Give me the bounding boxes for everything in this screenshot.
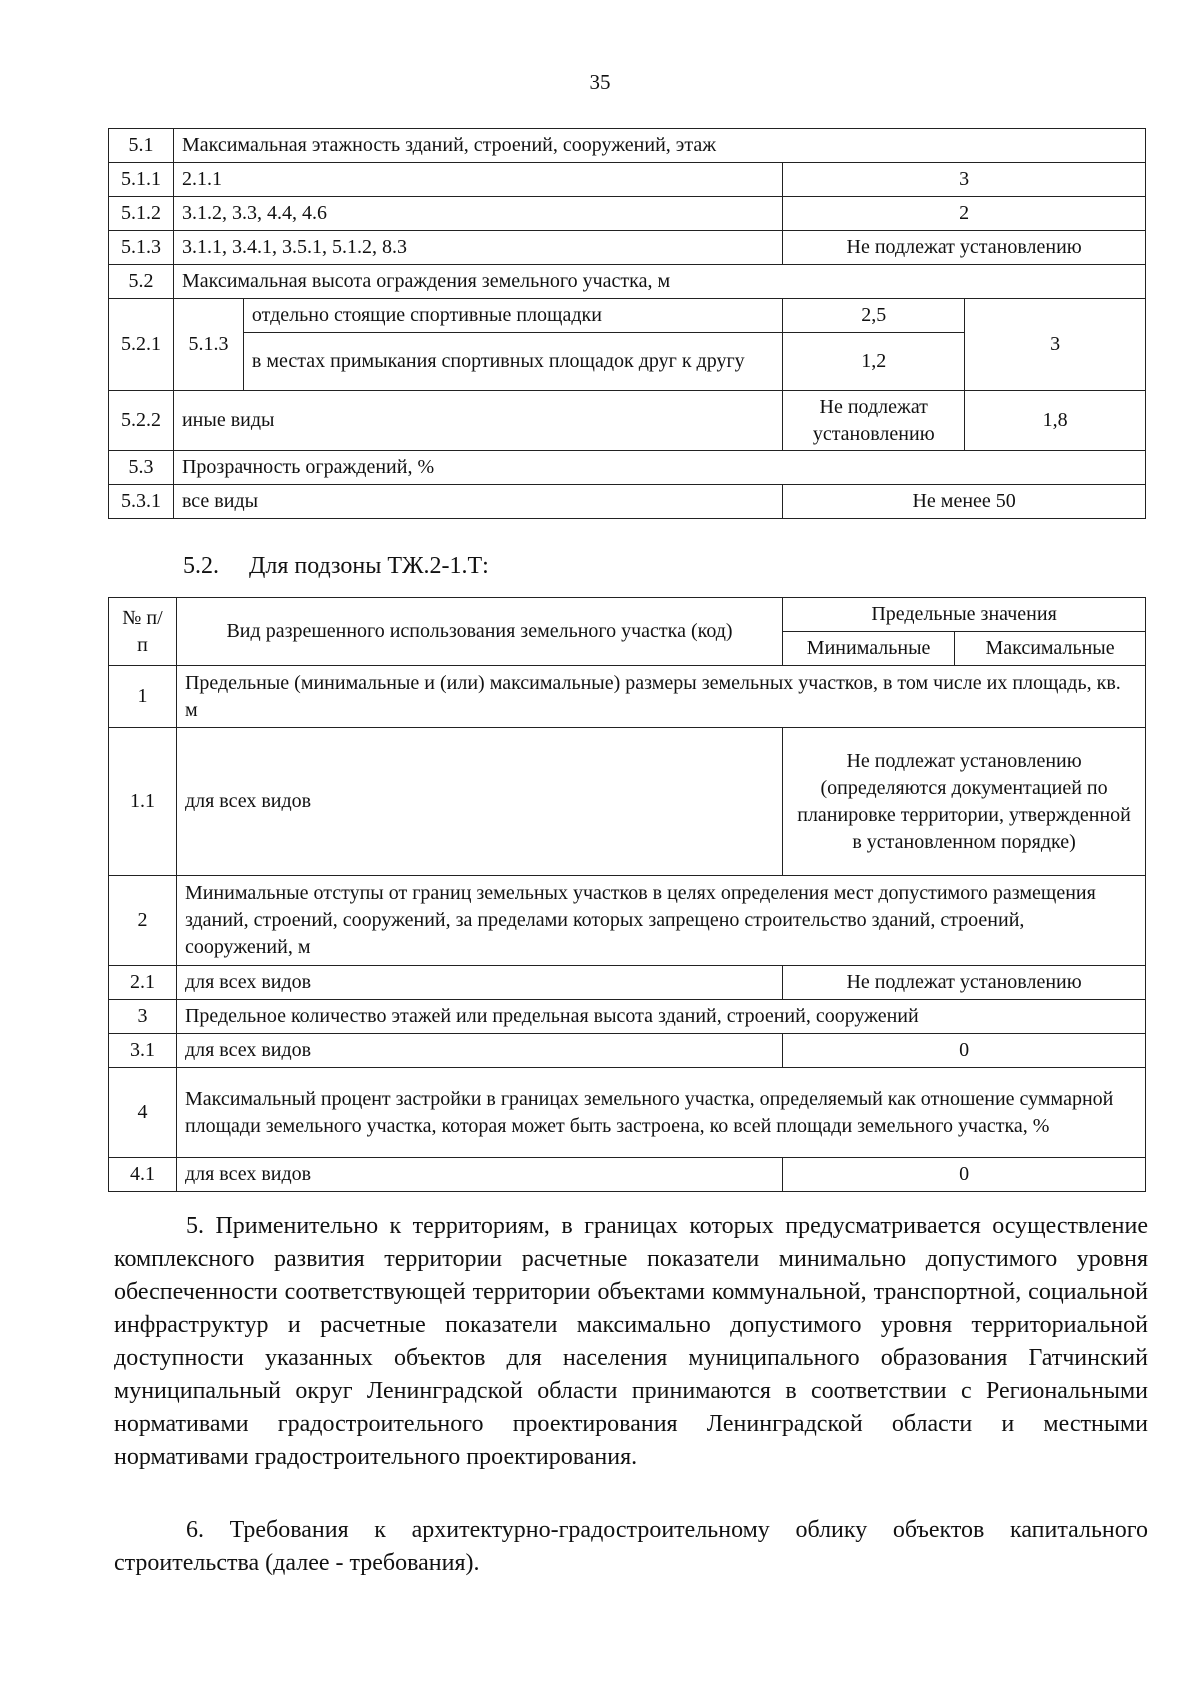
row-code: иные виды	[173, 391, 782, 451]
table-row	[109, 966, 1146, 1000]
row-number: 1	[109, 666, 177, 728]
row-text: Предельные (минимальные и (или) максимальные) размеры земельных участков, в том числе их площадь, кв. м	[176, 666, 1145, 728]
row-number: 5.2.2	[109, 391, 174, 451]
row-value: Не менее 50	[783, 485, 1146, 519]
row-text: Максимальная высота ограждения земельного участка, м	[173, 265, 1145, 299]
table-header-row	[109, 598, 1146, 632]
row-number: 5.3	[109, 451, 174, 485]
row-min-value: Не подлежат установлению	[783, 391, 965, 451]
row-number: 4	[109, 1068, 177, 1158]
table-row	[109, 1068, 1146, 1158]
row-number: 1.1	[109, 728, 177, 876]
table-row	[109, 1158, 1146, 1192]
row-number: 2.1	[109, 966, 177, 1000]
row-code: 2.1.1	[173, 163, 782, 197]
row-number: 3	[109, 1000, 177, 1034]
row-number: 5.1.2	[109, 197, 174, 231]
table-row	[109, 1000, 1146, 1034]
subzone-heading	[183, 553, 489, 580]
table-row	[109, 129, 1146, 163]
table-row	[109, 299, 1146, 333]
row-number: 4.1	[109, 1158, 177, 1192]
header-min: Минимальные	[783, 632, 955, 666]
table-row	[109, 876, 1146, 966]
row-code: 3.1.2, 3.3, 4.4, 4.6	[173, 197, 782, 231]
row-number: 5.3.1	[109, 485, 174, 519]
row-value: 2	[783, 197, 1146, 231]
row-max-value: 1,8	[965, 391, 1146, 451]
row-number: 5.1.3	[109, 231, 174, 265]
sub-row-text: в местах примыкания спортивных площадок друг к другу	[243, 333, 782, 391]
row-text: Минимальные отступы от границ земельных участков в целях определения мест допустимого размещения зданий, строений, сооружений, за пределами которых запрещено строительство зданий, строений, сооружений, м	[176, 876, 1145, 966]
table-row	[109, 451, 1146, 485]
row-code: 3.1.1, 3.4.1, 3.5.1, 5.1.2, 8.3	[173, 231, 782, 265]
row-text: Предельное количество этажей или предельная высота зданий, строений, сооружений	[176, 1000, 1145, 1034]
row-value: Не подлежат установлению (определяются документацией по планировке территории, утвержденной в установленном порядке)	[783, 728, 1146, 876]
sub-row-value: 2,5	[783, 299, 965, 333]
table-row	[109, 1034, 1146, 1068]
table-subzone-limits	[108, 597, 1146, 1192]
row-text: Максимальная этажность зданий, строений, сооружений, этаж	[173, 129, 1145, 163]
row-value: 0	[783, 1158, 1146, 1192]
row-number: 5.1.1	[109, 163, 174, 197]
row-kind: для всех видов	[176, 1158, 782, 1192]
table-row	[109, 728, 1146, 876]
row-number: 5.2	[109, 265, 174, 299]
row-number: 5.2.1	[109, 299, 174, 391]
row-number: 5.1	[109, 129, 174, 163]
table-row	[109, 197, 1146, 231]
row-text: Максимальный процент застройки в границах земельного участка, определяемый как отношение суммарной площади земельного участка, которая может быть застроена, ко всей площади земельного участка, %	[176, 1068, 1145, 1158]
table-row	[109, 666, 1146, 728]
row-value: Не подлежат установлению	[783, 966, 1146, 1000]
header-max: Максимальные	[955, 632, 1146, 666]
page-number: 35	[589, 70, 611, 94]
table-row	[109, 485, 1146, 519]
sub-row-value: 1,2	[783, 333, 965, 391]
row-kind: для всех видов	[176, 728, 782, 876]
row-value: Не подлежат установлению	[783, 231, 1146, 265]
row-kind: для всех видов	[176, 966, 782, 1000]
row-kind: для всех видов	[176, 1034, 782, 1068]
row-number: 2	[109, 876, 177, 966]
header-kind: Вид разрешенного использования земельного участка (код)	[176, 598, 782, 666]
row-text: Прозрачность ограждений, %	[173, 451, 1145, 485]
row-value: 0	[783, 1034, 1146, 1068]
row-number: 3.1	[109, 1034, 177, 1068]
table-height-limits	[108, 128, 1146, 519]
row-code: все виды	[173, 485, 782, 519]
row-code: 5.1.3	[173, 299, 243, 391]
table-row	[109, 391, 1146, 451]
subheading-number: 5.2.	[183, 553, 219, 579]
subheading-text: Для подзоны ТЖ.2-1.Т:	[249, 553, 489, 579]
row-value: 3	[965, 299, 1146, 391]
table-row	[109, 163, 1146, 197]
sub-row-text: отдельно стоящие спортивные площадки	[243, 299, 782, 333]
header-number: № п/п	[109, 598, 177, 666]
row-value: 3	[783, 163, 1146, 197]
paragraph-5: 5. Применительно к территориям, в границах которых предусматривается осуществление комплексного развития территории расчетные показатели минимально допустимого уровня обеспеченности соответствующей территории объектами коммунальной, транспортной, социальной инфраструктур и расчетные показатели максимально допустимого уровня территориальной доступности указанных объектов для населения муниципального образования Гатчинский муниципальный округ Ленинградской области принимаются в соответствии с Региональными нормативами градостроительного проектирования Ленинградской области и местными нормативами градостроительного проектирования.	[114, 1213, 1148, 1470]
paragraph-6: 6. Требования к архитектурно-градостроительному облику объектов капитального строительства (далее - требования).	[114, 1517, 1148, 1576]
table-row	[109, 265, 1146, 299]
table-row	[109, 231, 1146, 265]
header-limits: Предельные значения	[783, 598, 1146, 632]
